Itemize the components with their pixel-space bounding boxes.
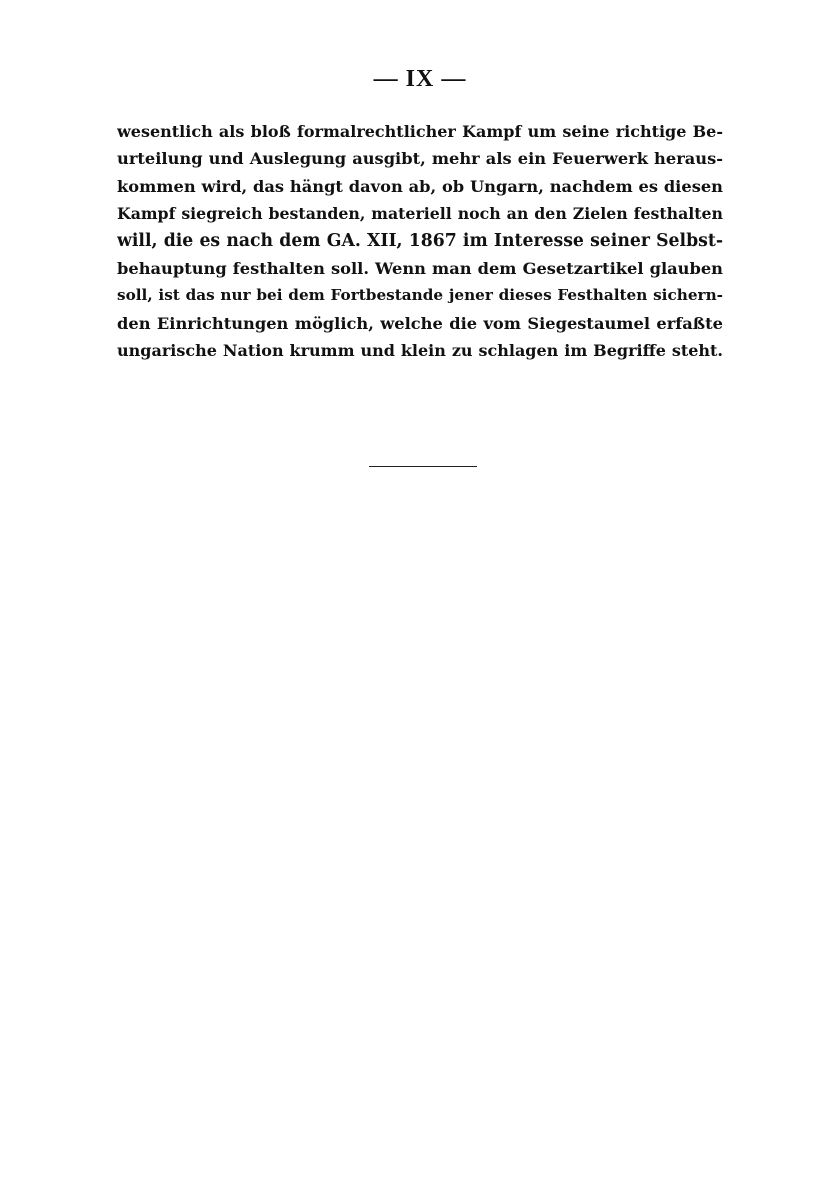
text-line: will, die es nach dem GA. XII, 1867 im Interesse seiner Selbst- — [117, 230, 723, 251]
body-paragraph — [117, 118, 723, 365]
text-line: kommen wird, das hängt davon ab, ob Ungarn, nachdem es diesen — [117, 176, 723, 196]
text-line: ungarische Nation krumm und klein zu schlagen im Begriffe steht. — [117, 341, 723, 361]
page-number: — IX — — [373, 66, 467, 92]
text-line: urteilung und Auslegung ausgibt, mehr als ein Feuerwerk heraus- — [117, 149, 723, 169]
section-divider — [369, 466, 477, 467]
text-line: Kampf siegreich bestanden, materiell noch an den Zielen festhalten — [117, 204, 723, 224]
text-line: behauptung festhalten soll. Wenn man dem Gesetzartikel glauben — [117, 258, 723, 278]
text-line: wesentlich als bloß formalrechtlicher Kampf um seine richtige Be- — [117, 122, 723, 141]
text-line: den Einrichtungen möglich, welche die vom Siegestaumel erfaßte — [117, 313, 723, 333]
text-line: soll, ist das nur bei dem Fortbestande jener dieses Festhalten sichern- — [117, 286, 723, 305]
